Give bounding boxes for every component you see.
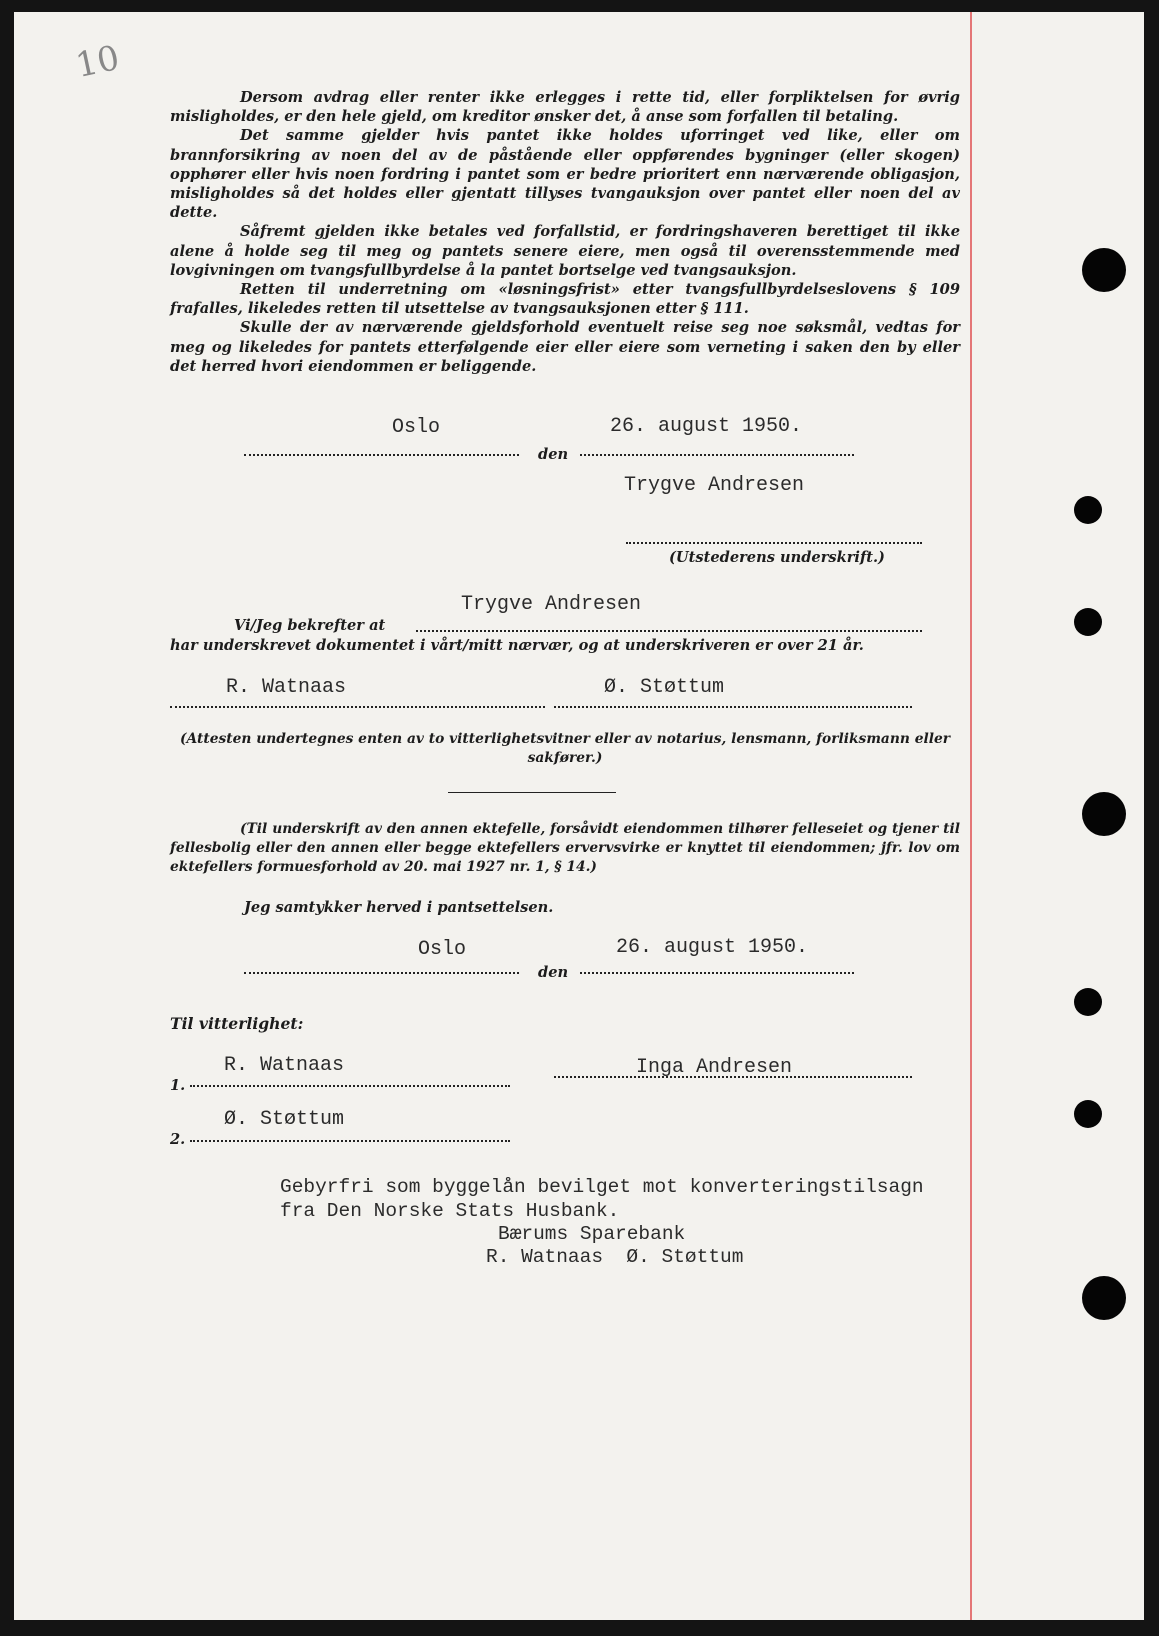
terms-paragraph: Skulle der av nærværende gjeldsforhold eventuelt reise seg noe søksmål, vedtas for meg og likeledes for pantets etterfølgende eier eller eiere som verneting i saken den by eller det herred hvori eiendommen er beliggende. [170,319,960,375]
first-date-line [580,454,854,456]
confirm-prefix: Vi/Jeg bekrefter at [234,617,386,634]
stamp-line-4: R. Watnaas Ø. Støttum [486,1246,744,1268]
terms-paragraph: Det samme gjelder hvis pantet ikke holdes uforringet ved like, eller om brannforsikring av noen del av de påstående eller oppførendes bygninger (eller skogen) opphører eller hvis noen fordring i pantet som er bedre prioritert enn nærværende obligasjon, misligholdes så det holdes eller gjentatt tillyses tvangauksjon over pantet eller noen del av dette. [170,127,960,222]
attest-divider [448,792,616,793]
terms-paragraph: Dersom avdrag eller renter ikke erlegges i rette tid, eller forpliktelsen for øvrig misligholdes, er den hele gjeld, om kreditor ønsker det, å anse som forfallen til betaling. [170,89,960,126]
second-date: 26. august 1950. [616,936,809,959]
document-page [14,12,1144,1620]
terms-paragraph: Såfremt gjelden ikke betales ved forfallstid, er fordringshaveren berettiget til ikke alene å holde seg til meg og pantets senere eiere, men også til overensstemmende med lovgivningen om tvangsfullbyrdelse å la pantet bortselge ved tvangsauksjon. [170,223,960,279]
punch-hole-5 [1074,988,1102,1016]
margin-rule [970,12,972,1620]
witness-2-signature: Ø. Støttum [224,1108,345,1131]
issuer-signature-line [626,542,922,544]
issuer-caption: (Utstederens underskrift.) [669,549,885,566]
witness-a: R. Watnaas [226,676,347,699]
first-place-line [244,454,519,456]
confirm-name: Trygve Andresen [461,593,642,616]
witness-heading: Til vitterlighet: [170,1014,304,1033]
second-den-label: den [538,964,569,981]
spouse-signature-line [554,1076,912,1078]
second-date-line [580,972,854,974]
second-place: Oslo [418,938,467,961]
witness-2-line [190,1140,510,1142]
first-date: 26. august 1950. [610,415,803,438]
stamp-line-2: fra Den Norske Stats Husbank. [280,1200,620,1222]
witness-1-signature: R. Watnaas [224,1054,345,1077]
punch-hole-3 [1074,608,1102,636]
witness-b-line [554,706,912,708]
stamp-line-1: Gebyrfri som byggelån bevilget mot konverteringstilsagn [280,1176,924,1198]
witness-1-line [190,1085,510,1087]
punch-hole-2 [1074,496,1102,524]
terms-paragraph: Retten til underretning om «løsningsfrist» etter tvangsfullbyrdelseslovens § 109 frafalles, likeledes retten til utsettelse av tvangsauksjonen etter § 111. [170,281,960,318]
corner-note: 10 [72,37,123,87]
attest-note: (Attesten undertegnes enten av to vitterlighetsvitner eller av notarius, lensmann, forliksmann eller sakfører.) [179,731,951,767]
punch-hole-6 [1074,1100,1102,1128]
first-den-label: den [538,446,569,463]
spouse-signature: Inga Andresen [636,1056,793,1079]
terms-block [170,88,960,376]
consent-text: Jeg samtykker herved i pantsettelsen. [244,899,554,916]
witness-b: Ø. Støttum [604,676,725,699]
spouse-note-text: (Til underskrift av den annen ektefelle, forsåvidt eiendommen tilhører felleseiet og tjener til fellesbolig eller den annen eller begge ektefellers ervervsvirke er knyttet til eiendommen; jfr. lov om ektefellers formuesforhold av 20. mai 1927 nr. 1, § 14.) [170,821,960,876]
second-place-line [244,972,519,974]
confirm-suffix: har underskrevet dokumentet i vårt/mitt nærvær, og at underskriveren er over 21 år. [170,637,864,654]
stamp-line-3: Bærums Sparebank [498,1223,686,1245]
issuer-signature: Trygve Andresen [624,474,805,497]
punch-hole-4 [1082,792,1126,836]
witness-1-number: 1. [170,1077,186,1094]
punch-hole-1 [1082,248,1126,292]
witness-a-line [170,706,545,708]
witness-2-number: 2. [170,1131,186,1148]
first-place: Oslo [392,416,441,439]
confirm-name-line [416,630,922,632]
punch-hole-7 [1082,1276,1126,1320]
spouse-note [170,820,960,878]
